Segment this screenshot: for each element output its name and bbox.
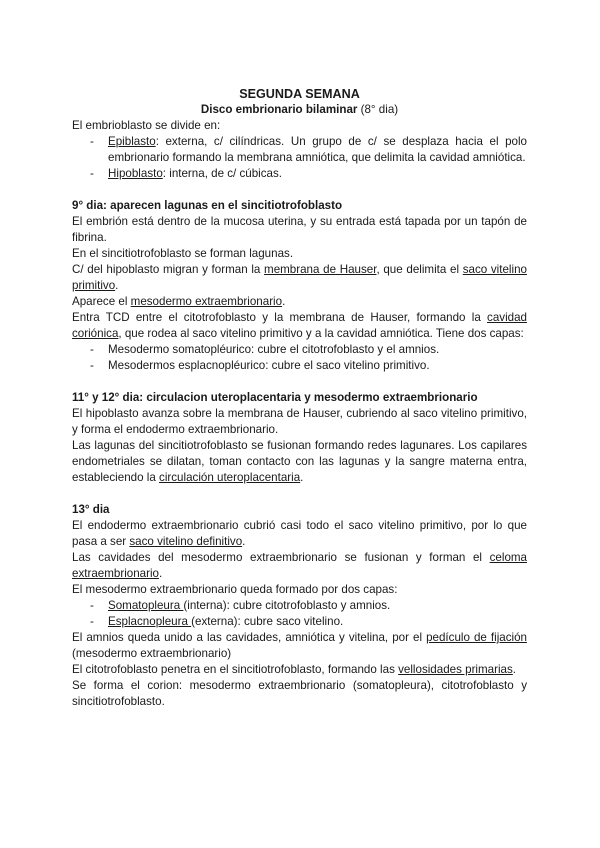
- text-run: (mesodermo extraembrionario): [72, 647, 232, 660]
- paragraph: [72, 438, 527, 486]
- term-pediculo-fijacion: pedículo de fijación: [426, 631, 527, 644]
- paragraph: El hipoblasto avanza sobre la membrana de Hauser, cubriendo al saco vitelino primitivo, y forma el endodermo extraembrionario.: [72, 407, 527, 436]
- embrioblasto-list: [72, 134, 527, 182]
- paragraph: El embrión está dentro de la mucosa uterina, y su entrada está tapada por un tapón de fibrina.: [72, 215, 527, 244]
- spacer: [72, 182, 527, 198]
- paragraph: [72, 518, 527, 550]
- text-run: .: [282, 295, 286, 308]
- list-item-text: : externa, c/ cilíndricas. Un grupo de c/ se desplaza hacia el polo embrionario formando la membrana amniótica, que delimita la cavidad amniótica.: [108, 135, 527, 164]
- paragraph: En el sincitiotrofoblasto se forman lagunas.: [72, 247, 294, 260]
- page-subtitle: [72, 102, 527, 118]
- section-heading-9: 9° dia: aparecen lagunas en el sincitiotrofoblasto: [72, 199, 343, 212]
- spacer: [72, 486, 527, 502]
- list-item-text: Mesodermo somatopléurico: cubre el citotrofoblasto y el amnios.: [108, 343, 440, 356]
- text-run: , que delimita el: [376, 263, 463, 276]
- text-run: C/ del hipoblasto migran y forman la: [72, 263, 265, 276]
- list-item: [72, 614, 527, 630]
- list-dash: -: [90, 599, 94, 612]
- paragraph: El mesodermo extraembrionario queda formado por dos capas:: [72, 583, 398, 596]
- term-circulacion-uteroplacentaria: circulación uteroplacentaria: [159, 471, 301, 484]
- term-saco-vitelino-primitivo: saco vitelino primitivo: [72, 263, 527, 292]
- list-dash: -: [90, 359, 94, 372]
- text-run: El endodermo extraembrionario cubrió casi todo el saco vitelino primitivo, por lo que pasa a ser: [72, 519, 527, 548]
- paragraph: [72, 662, 527, 678]
- list-item: [72, 134, 527, 166]
- text-run: .: [300, 471, 304, 484]
- term-epiblasto: Epiblasto: [108, 135, 156, 148]
- list-dash: -: [90, 615, 94, 628]
- term-mesodermo-extraembrionario: mesodermo extraembrionario: [130, 295, 283, 308]
- term-esplacnopleura: Esplacnopleura: [108, 615, 192, 628]
- subtitle-bold: Disco embrionario bilaminar: [200, 103, 358, 116]
- section-heading-13: 13° dia: [72, 503, 110, 516]
- mesodermo-layers-list: [72, 598, 527, 630]
- list-dash: -: [90, 343, 94, 356]
- list-item-text: (externa): cubre saco vitelino.: [191, 615, 344, 628]
- text-run: .: [512, 663, 517, 676]
- term-hipoblasto: Hipoblasto: [108, 167, 163, 180]
- list-item-text: : interna, de c/ cúbicas.: [162, 167, 283, 180]
- paragraph: Se forma el corion: mesodermo extraembrionario (somatopleura), citotrofoblasto y sincitiotrofoblasto.: [72, 679, 527, 708]
- list-item-text: Mesodermos esplacnopléurico: cubre el saco vitelino primitivo.: [108, 359, 430, 372]
- text-run: .: [159, 567, 163, 580]
- spacer: [72, 374, 527, 390]
- paragraph: [72, 262, 527, 294]
- term-cavidad-corionica: cavidad coriónica: [72, 311, 527, 340]
- page-title: SEGUNDA SEMANA: [239, 87, 360, 101]
- text-run: , que rodea al saco vitelino primitivo y a la cavidad amniótica. Tiene dos capas:: [118, 327, 524, 340]
- subtitle-rest: (8° dia): [357, 103, 399, 116]
- text-run: .: [115, 279, 119, 292]
- text-run: Las cavidades del mesodermo extraembrionario se fusionan y forman el: [72, 551, 490, 564]
- text-run: Aparece el: [72, 295, 131, 308]
- text-run: El amnios queda unido a las cavidades, amniótica y vitelina, por el: [72, 631, 427, 644]
- text-run: El citotrofoblasto penetra en el sincitiotrofoblasto, formando las: [72, 663, 399, 676]
- term-vellosidades-primarias: vellosidades primarias: [398, 663, 513, 676]
- paragraph: [72, 630, 527, 662]
- list-dash: -: [90, 135, 94, 148]
- paragraph: [72, 294, 527, 310]
- term-somatopleura: Somatopleura: [108, 599, 184, 612]
- term-saco-vitelino-definitivo: saco vitelino definitivo: [129, 535, 243, 548]
- text-run: Entra TCD entre el citotrofoblasto y la membrana de Hauser, formando la: [72, 311, 488, 324]
- term-membrana-hauser: membrana de Hauser: [264, 263, 377, 276]
- list-item: [72, 598, 527, 614]
- mesodermo-capas-list: [72, 342, 527, 374]
- document-page: [72, 86, 527, 710]
- paragraph: [72, 550, 527, 582]
- list-dash: -: [90, 167, 94, 180]
- intro-text: El embrioblasto se divide en:: [72, 119, 221, 132]
- text-run: Las lagunas del sincitiotrofoblasto se fusionan formando redes lagunares. Los capilares endometriales se dilatan, toman contacto con las lagunas y la sangre materna entra, estableciendo la: [72, 439, 527, 484]
- paragraph: [72, 310, 527, 342]
- section-heading-11: 11° y 12° dia: circulacion uteroplacentaria y mesodermo extraembrionario: [72, 391, 478, 404]
- list-item: [72, 358, 527, 374]
- text-run: .: [242, 535, 246, 548]
- list-item: [72, 342, 527, 358]
- list-item-text: (interna): cubre citotrofoblasto y amnios.: [183, 599, 391, 612]
- term-celoma-extraembrionario: celoma extraembrionario: [72, 551, 527, 580]
- list-item: [72, 166, 527, 182]
